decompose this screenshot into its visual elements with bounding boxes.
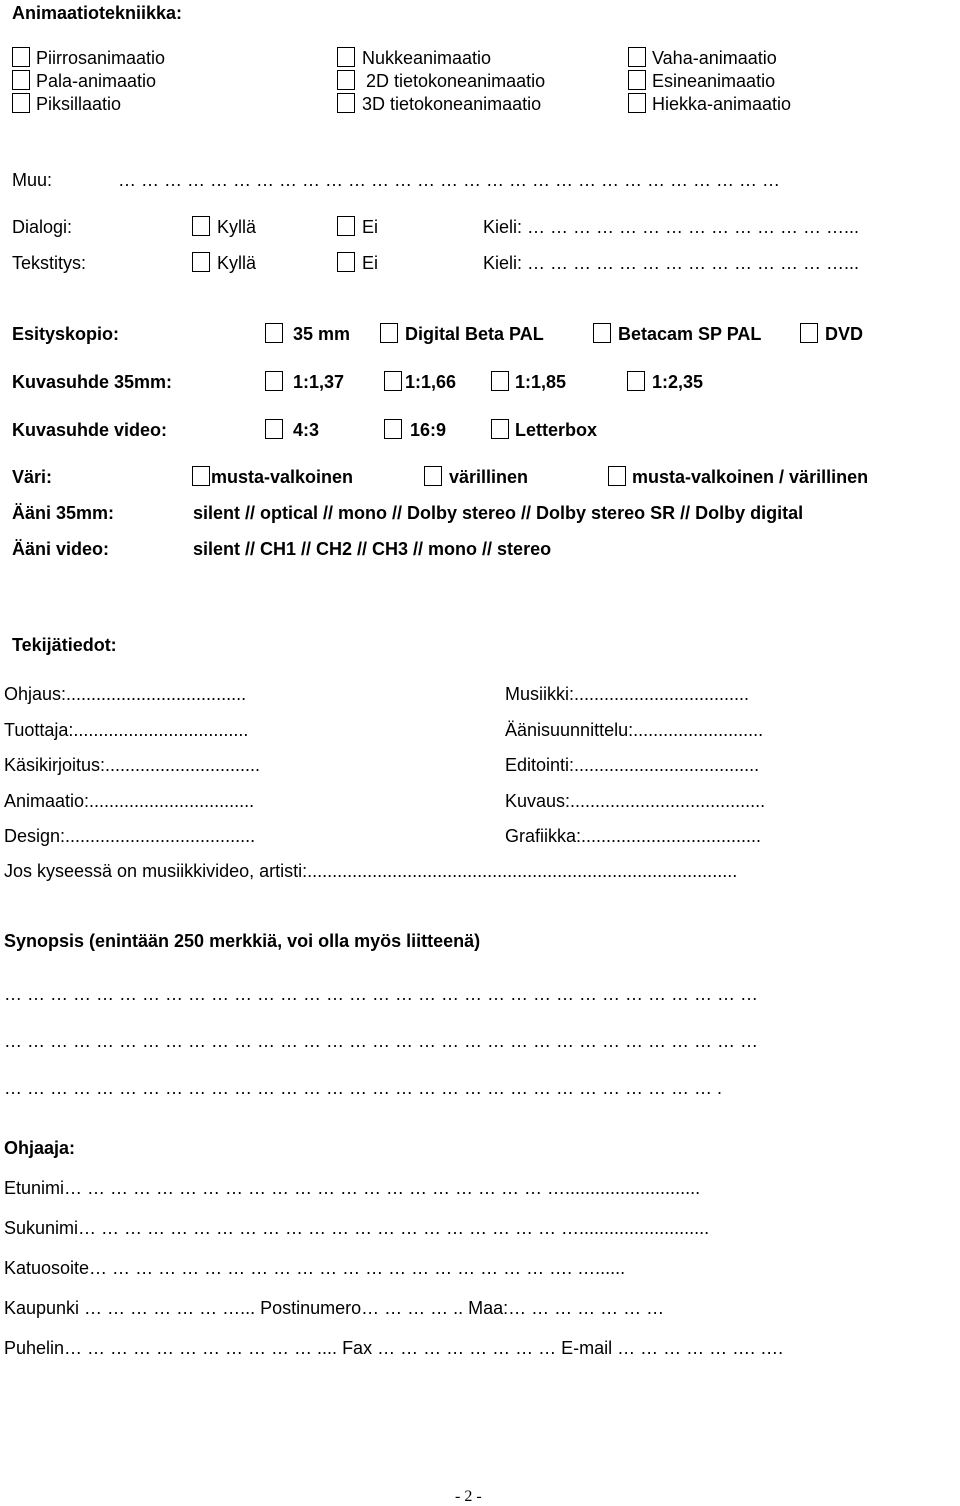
checkbox-aspect-1-66[interactable] xyxy=(384,371,402,391)
option-label: 16:9 xyxy=(410,420,447,440)
option-label: 2D tietokoneanimaatio xyxy=(366,71,546,91)
checkbox-aspect-16-9[interactable] xyxy=(384,419,402,439)
city-postcode-country-field[interactable]: Kaupunki … … … … … … …... Postinumero… … … … .. Maa:… … … … … … … xyxy=(4,1298,665,1318)
checkbox-2d-tietokoneanimaatio[interactable] xyxy=(337,70,355,90)
checkbox-aspect-1-85[interactable] xyxy=(491,371,509,391)
option-label: 4:3 xyxy=(293,420,320,440)
checkbox-piirrosanimaatio[interactable] xyxy=(12,47,30,67)
option-label: Piksillaatio xyxy=(36,94,122,114)
checkbox-aspect-4-3[interactable] xyxy=(265,419,283,439)
credit-editing-field[interactable]: Editointi:..................................... xyxy=(505,755,760,775)
aspect-video-label: Kuvasuhde video: xyxy=(12,420,168,440)
checkbox-bw-colour[interactable] xyxy=(608,466,626,486)
checkbox-nukkeanimaatio[interactable] xyxy=(337,47,355,67)
option-label: Nukkeanimaatio xyxy=(362,48,492,68)
sound-video-label: Ääni video: xyxy=(12,539,110,559)
synopsis-line[interactable]: … … … … … … … … … … … … … … … … … … … … … … … … … … … … … … … . xyxy=(4,1078,723,1098)
option-label: 1:1,66 xyxy=(405,372,457,392)
checkbox-dvd[interactable] xyxy=(800,323,818,343)
option-label: värillinen xyxy=(449,467,529,487)
checkbox-35mm[interactable] xyxy=(265,323,283,343)
option-label: Betacam SP PAL xyxy=(618,324,762,344)
option-label: Ei xyxy=(362,217,379,237)
credits-heading: Tekijätiedot: xyxy=(12,635,117,655)
other-label: Muu: xyxy=(12,170,53,190)
checkbox-piksillaatio[interactable] xyxy=(12,93,30,113)
option-label: 1:1,85 xyxy=(515,372,567,392)
credit-screenplay-field[interactable]: Käsikirjoitus:............................... xyxy=(4,755,261,775)
credit-design-field[interactable]: Design:...................................... xyxy=(4,826,256,846)
checkbox-hiekka-animaatio[interactable] xyxy=(628,93,646,113)
synopsis-heading: Synopsis (enintään 250 merkkiä, voi olla myös liitteenä) xyxy=(4,931,481,951)
option-label: Esineanimaatio xyxy=(652,71,776,91)
sound-35mm-options[interactable]: silent // optical // mono // Dolby stereo // Dolby stereo SR // Dolby digital xyxy=(193,503,804,523)
checkbox-dialogue-no[interactable] xyxy=(337,216,355,236)
option-label: 3D tietokoneanimaatio xyxy=(362,94,542,114)
animation-technique-heading: Animaatiotekniikka: xyxy=(12,3,183,23)
street-address-field[interactable]: Katuosoite… … … … … … … … … … … … … … … … … … … … …. …...... xyxy=(4,1258,626,1278)
option-label: Ei xyxy=(362,253,379,273)
colour-label: Väri: xyxy=(12,467,53,487)
last-name-field[interactable]: Sukunimi… … … … … … … … … … … … … … … … … … … … … ….......................... xyxy=(4,1218,710,1238)
checkbox-esineanimaatio[interactable] xyxy=(628,70,646,90)
option-label: musta-valkoinen / värillinen xyxy=(632,467,869,487)
checkbox-vaha-animaatio[interactable] xyxy=(628,47,646,67)
page-number: - 2 - xyxy=(455,1488,482,1505)
checkbox-aspect-2-35[interactable] xyxy=(627,371,645,391)
checkbox-colour[interactable] xyxy=(424,466,442,486)
option-label: Piirrosanimaatio xyxy=(36,48,166,68)
option-label: 1:2,35 xyxy=(652,372,704,392)
subtitles-label: Tekstitys: xyxy=(12,253,87,273)
option-label: DVD xyxy=(825,324,864,344)
checkbox-black-white[interactable] xyxy=(192,466,210,486)
option-label: Letterbox xyxy=(515,420,598,440)
option-label: Digital Beta PAL xyxy=(405,324,544,344)
first-name-field[interactable]: Etunimi… … … … … … … … … … … … … … … … … … … … … …........................... xyxy=(4,1178,701,1198)
credit-producer-field[interactable]: Tuottaja:................................... xyxy=(4,720,249,740)
option-label: 35 mm xyxy=(293,324,351,344)
credit-director-field[interactable]: Ohjaus:.................................... xyxy=(4,684,247,704)
option-label: musta-valkoinen xyxy=(211,467,354,487)
phone-fax-email-field[interactable]: Puhelin… … … … … … … … … … … .... Fax … … … … … … … … E-mail … … … … … …. …. xyxy=(4,1338,784,1358)
other-fill-line[interactable]: … … … … … … … … … … … … … … … … … … … … … … … … … … … … … xyxy=(118,170,781,190)
screening-copy-label: Esityskopio: xyxy=(12,324,120,344)
checkbox-subtitles-no[interactable] xyxy=(337,252,355,272)
sound-video-options[interactable]: silent // CH1 // CH2 // CH3 // mono // stereo xyxy=(193,539,552,559)
checkbox-pala-animaatio[interactable] xyxy=(12,70,30,90)
option-label: Vaha-animaatio xyxy=(652,48,777,68)
director-heading: Ohjaaja: xyxy=(4,1138,76,1158)
credit-animation-field[interactable]: Animaatio:................................. xyxy=(4,791,255,811)
synopsis-line[interactable]: … … … … … … … … … … … … … … … … … … … … … … … … … … … … … … … … … xyxy=(4,984,759,1004)
option-label: Kyllä xyxy=(217,217,257,237)
checkbox-3d-tietokoneanimaatio[interactable] xyxy=(337,93,355,113)
sound-35mm-label: Ääni 35mm: xyxy=(12,503,115,523)
checkbox-digital-beta-pal[interactable] xyxy=(380,323,398,343)
music-video-artist-field[interactable]: Jos kyseessä on musiikkivideo, artisti:...................................................................................... xyxy=(4,861,738,881)
option-label: Kyllä xyxy=(217,253,257,273)
dialogue-label: Dialogi: xyxy=(12,217,73,237)
credit-cinematography-field[interactable]: Kuvaus:....................................... xyxy=(505,791,766,811)
checkbox-subtitles-yes[interactable] xyxy=(192,252,210,272)
synopsis-line[interactable]: … … … … … … … … … … … … … … … … … … … … … … … … … … … … … … … … … xyxy=(4,1031,759,1051)
checkbox-betacam-sp-pal[interactable] xyxy=(593,323,611,343)
checkbox-letterbox[interactable] xyxy=(491,419,509,439)
credit-sound-design-field[interactable]: Äänisuunnittelu:.......................... xyxy=(505,720,764,740)
subtitles-language-field[interactable]: Kieli: … … … … … … … … … … … … … …... xyxy=(483,253,860,273)
option-label: Hiekka-animaatio xyxy=(652,94,792,114)
checkbox-dialogue-yes[interactable] xyxy=(192,216,210,236)
aspect-35mm-label: Kuvasuhde 35mm: xyxy=(12,372,173,392)
option-label: 1:1,37 xyxy=(293,372,345,392)
credit-music-field[interactable]: Musiikki:................................... xyxy=(505,684,750,704)
option-label: Pala-animaatio xyxy=(36,71,157,91)
checkbox-aspect-1-37[interactable] xyxy=(265,371,283,391)
dialogue-language-field[interactable]: Kieli: … … … … … … … … … … … … … …... xyxy=(483,217,860,237)
credit-graphics-field[interactable]: Grafiikka:.................................... xyxy=(505,826,762,846)
